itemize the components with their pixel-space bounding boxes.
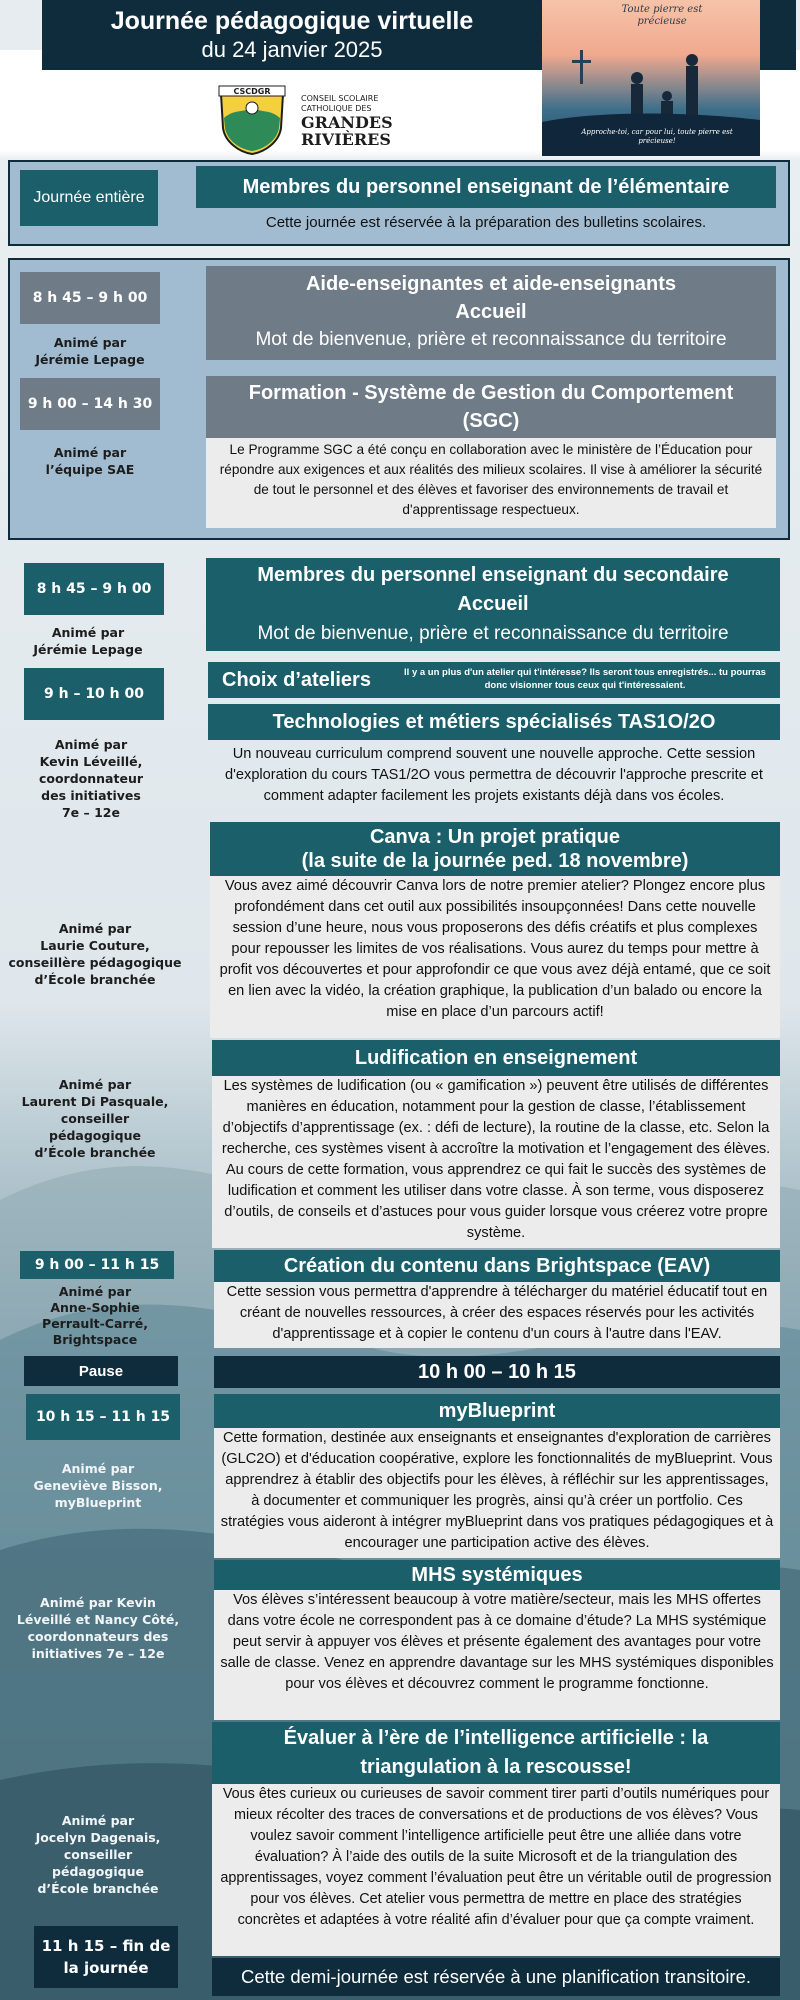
facilitator-name: Laurent Di Pasquale, [21,1094,169,1109]
sgc-description: Le Programme SGC a été conçu en collaboration avec le ministère de l’Éducation pour répondre aux exigences et aux réalités des milieux scolaires. Il vise à améliorer la sécurité de tout le personnel et des élèves et favoriser des environnements de travail et d'apprentissage respectueux. [206,438,776,528]
logo-text-line2: CATHOLIQUE DES [301,104,372,113]
facilitator-label: Animé par Kevin [40,1595,156,1610]
sec-title: Membres du personnel enseignant du secondaire [257,564,729,586]
facilitator-role: initiatives 7e – 12e [31,1646,165,1661]
ludi-description: Les systèmes de ludification (ou « gamification ») peuvent être utilisés de différentes manières en éducation, notamment pour la gestion de classe, l’établissement d’objectifs d’apprentissage (ex. : défi de lecture), la routine de la classe, etc. Selon la recherche, ces systèmes visent à accroître la motivation et l’engagement des élèves. Au cours de cette formation, vous apprendrez ce qui fait le succès des systèmes de ludification et comment les utiliser dans votre classe. À son terme, vous disposerez d’outils, de conseils et d’astuces pour vous guider lorsque vous créerez votre propre système. [212,1076,780,1248]
sgc-title: Formation - Système de Gestion du Comportement (SGC) [206,376,776,438]
aide-section [8,258,790,540]
facilitator-role: coordonnateur [38,771,144,786]
facilitator-label: Animé par [54,737,128,752]
ludi-facilitator [8,1076,182,1161]
sec-time-2: 9 h – 10 h 00 [24,668,164,720]
ludi-title: Ludification en enseignement [212,1040,780,1076]
mb-title: myBlueprint [214,1394,780,1428]
bs-description: Cette session vous permettra d'apprendre à télécharger du matériel éducatif tout en créant de nouvelles ressources, à créer des espaces réservés pour les activités d'apprentissage et à copier le contenu d'un cours à l'autre dans l'EAV. [214,1282,780,1348]
aide-facilitator-2 [10,444,170,478]
facilitator-name: Jérémie Lepage [35,352,145,367]
mb-description: Cette formation, destinée aux enseignants et enseignantes d'exploration de carrières (GLC2O) et d'éducation coopérative, explore les fonctionnalités de myBlueprint. Vous apprendrez à établir des objectifs pour les élèves, à réfléchir sur les apprentissages, à documenter et communiquer les progrès, ainsi qu’à créer un portfolio. Ces stratégies vous aideront à intégrer myBlueprint dans vos pratiques pédagogiques et à encourager une participation active des élèves. [214,1428,780,1558]
ia-facilitator [8,1812,188,1897]
canva-title [210,822,780,876]
facilitator-role: 7e – 12e [61,805,120,820]
facilitator-role: d’École branchée [34,972,156,987]
bs-time: 9 h 00 – 11 h 15 [20,1251,174,1279]
elementary-section [8,160,790,246]
elementary-title: Membres du personnel enseignant de l’élémentaire [196,166,776,208]
mhs-description: Vos élèves s’intéressent beaucoup à votre matière/secteur, mais les MHS offertes dans votre école ne correspondent pas à ce domaine d’étude? La MHS systémique peut servir à appuyer vos élèves et présente également des avantages pour votre salle de classe. Venez en apprendre davantage sur les MHS systémiques disponibles pour vos élèves et découvrez comment le programme fonctionne. [214,1590,780,1720]
facilitator-name: l’équipe SAE [45,462,135,477]
aide-time-2: 9 h 00 – 14 h 30 [20,378,160,430]
header-banner [42,0,542,70]
facilitator-role: d’École branchée [37,1881,159,1896]
facilitator-name: Laurie Couture, [40,938,150,953]
sec-welcome-box [206,558,780,651]
canva-title-line2: (la suite de la journée ped. 18 novembre) [301,850,689,872]
facilitator-role: myBlueprint [54,1495,142,1510]
tas-facilitator [8,736,174,821]
school-board-logo [215,84,393,156]
aide-welcome: Accueil [455,301,527,323]
logo-acronym: CSCDGR [233,87,271,96]
poster-top-text: Toute pierre est précieuse [621,4,703,27]
facilitator-role: conseiller [63,1847,133,1862]
pause-label: Pause [24,1356,178,1386]
facilitator-role: Brightspace [52,1332,138,1347]
bs-title: Création du contenu dans Brightspace (EAV) [214,1250,780,1282]
mhs-facilitator [8,1594,188,1662]
facilitator-name: Kevin Léveillé, [39,754,143,769]
facilitator-role: des initiatives [41,788,141,803]
facilitator-role: conseiller [60,1111,130,1126]
elementary-note: Cette journée est réservée à la préparation des bulletins scolaires. [265,214,707,231]
sec-facilitator-1 [8,624,168,658]
poster-image [542,0,760,156]
logo-text-line3: GRANDES [301,113,393,132]
canva-title-line1: Canva : Un projet pratique [369,826,621,848]
end-note: Cette demi-journée est réservée à une planification transitoire. [212,1958,780,1996]
full-day-tag: Journée entière [20,170,158,226]
page-title: Journée pédagogique virtuelle [110,7,474,35]
facilitator-role: coordonnateurs des [27,1629,169,1644]
facilitator-label: Animé par [53,445,127,460]
facilitator-label: Animé par [58,921,132,936]
header-banner-right [760,0,796,70]
mb-facilitator [8,1460,188,1511]
workshop-choice-title: Choix d’ateliers [222,669,371,691]
canva-description: Vous avez aimé découvrir Canva lors de notre premier atelier? Plongez encore plus profondément dans cet outil aux possibilités insoupçonnées! Dans cette nouvelle session d’une heure, nous vous proposerons des défis créatifs et plus complexes pour repousser les limites de vos réalisations. Vous aurez du temps pour mettre à profit vos découvertes et pour approfondir ce que vous avez déjà entamé, que ce soit en lien avec la vidéo, la création graphique, la publication d’un balado ou encore la mise en place d’un parcours actif! [210,876,780,1038]
shield-logo-icon [215,84,289,156]
aide-welcome-box [206,266,776,360]
workshop-choice-bar [208,662,780,698]
poster-bottom-text: Approche-toi, car pour lui, toute pierre est précieuse! [581,128,733,145]
logo-text-line1: CONSEIL SCOLAIRE [301,94,379,103]
aide-title: Aide-enseignantes et aide-enseignants [305,273,677,295]
facilitator-name: Léveillé et Nancy Côté, [16,1612,180,1627]
page-date: du 24 janvier 2025 [201,37,383,62]
facilitator-label: Animé par [58,1077,132,1092]
facilitator-name: Jocelyn Dagenais, [35,1830,161,1845]
end-time: 11 h 15 – fin de la journée [34,1926,178,1988]
mhs-title: MHS systémiques [214,1560,780,1590]
pause-time: 10 h 00 – 10 h 15 [214,1356,780,1388]
logo-text [301,94,393,148]
workshop-choice-note: Il y a un plus d'un atelier qui t'intéresse? Ils seront tous enregistrés... tu pourras donc visionner tous ceux qui t'intéressaient. [404,667,766,691]
facilitator-role: d’École branchée [34,1145,156,1160]
facilitator-role: pédagogique [52,1864,144,1879]
sec-welcome-sub: Mot de bienvenue, prière et reconnaissance du territoire [257,623,729,644]
facilitator-label: Animé par [61,1813,135,1828]
ia-title: Évaluer à l’ère de l’intelligence artificielle : la triangulation à la rescousse! [212,1722,780,1784]
facilitator-name: Anne-Sophie [50,1300,140,1315]
logo-text-line4: RIVIÈRES [301,130,391,149]
facilitator-label: Animé par [53,335,127,350]
aide-welcome-sub: Mot de bienvenue, prière et reconnaissance du territoire [255,329,727,350]
tas-description: Un nouveau curriculum comprend souvent une nouvelle approche. Cette session d'exploration du cours TAS1/2O vous permettra de découvrir l'approche prescrite et comment adapter facilement les projets existants déjà dans vos écoles. [225,746,763,804]
aide-facilitator-1 [10,334,170,368]
sec-time-1: 8 h 45 – 9 h 00 [24,563,164,615]
tas-title: Technologies et métiers spécialisés TAS1O/2O [208,704,780,740]
facilitator-role: conseillère pédagogique [8,955,182,970]
facilitator-name: Geneviève Bisson, [33,1478,163,1493]
ia-description: Vous êtes curieux ou curieuses de savoir comment tirer parti d’outils numériques pour mieux récolter des traces de conversations et de productions de vos élèves? Vous voulez savoir comment l’intelligence artificielle peut être une alliée dans votre évaluation? À l’aide des outils de la suite Microsoft et de la triangulation des apprentissages, voyez comment l’évaluation peut être un véritable outil de progression pour vos élèves. Cet atelier vous permettra de mettre en place des stratégies concrètes et adaptées à votre réalité afin d’évaluer pour que ça compte vraiment. [212,1784,780,1956]
facilitator-label: Animé par [51,625,125,640]
sec-time-3: 10 h 15 – 11 h 15 [26,1394,180,1440]
bs-facilitator [8,1284,182,1348]
facilitator-label: Animé par [61,1461,135,1476]
sec-welcome: Accueil [457,593,529,615]
facilitator-name: Perrault-Carré, [42,1316,148,1331]
aide-time-1: 8 h 45 – 9 h 00 [20,272,160,324]
canva-facilitator [8,920,182,988]
facilitator-name: Jérémie Lepage [33,642,143,657]
facilitator-role: pédagogique [49,1128,141,1143]
facilitator-label: Animé par [58,1284,132,1299]
